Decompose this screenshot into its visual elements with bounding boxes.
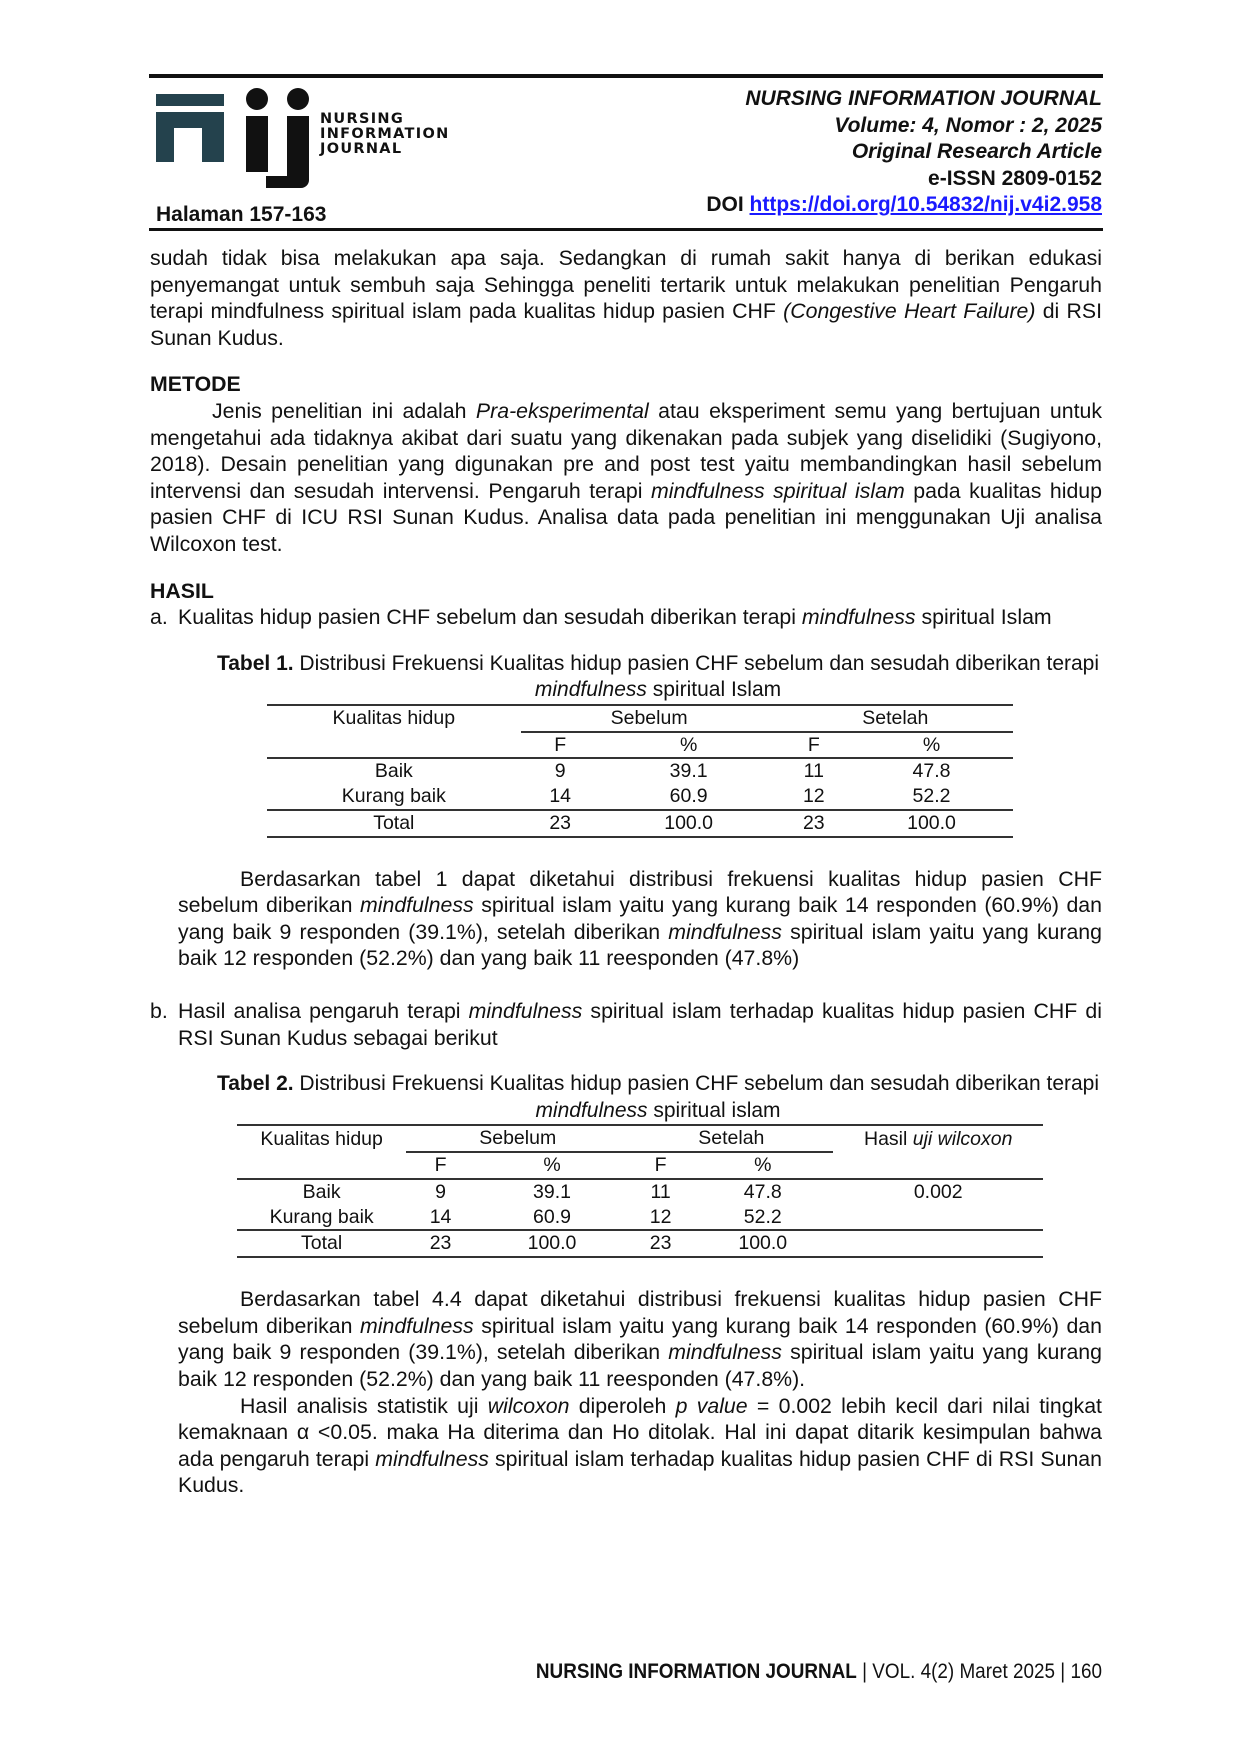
journal-name: NURSING INFORMATION JOURNAL — [745, 87, 1102, 110]
header-bottom-rule — [149, 228, 1103, 231]
article-body — [150, 245, 1102, 1499]
table-1: Kualitas hidup Sebelum Setelah F % F % Baik 9 39.1 11 47.8 Kurang baik 14 60.9 12 52.2 Total 23 100.0 23 100.0 — [267, 704, 1013, 838]
doi-label: DOI — [706, 193, 744, 216]
page-range: Halaman 157-163 — [156, 203, 327, 226]
table-row: Baik 9 39.1 11 47.8 — [374, 760, 951, 783]
table1-caption: Tabel 1. Distribusi Frekuensi Kualitas hidup pasien CHF sebelum dan sesudah diberikan terapi mindfulness spiritual Islam — [216, 651, 1100, 702]
statistics-paragraph: Hasil analisis statistik uji wilcoxon diperoleh p value = 0.002 lebih kecil dari nilai tingkat kemaknaan α <0.05. maka Ha diterima dan Ho ditolak. Hal ini dapat ditarik kesimpulan bahwa ada pengaruh terapi mindfulness spiritual islam terhadap kualitas hidup pasien CHF di RSI Sunan Kudus. — [178, 1393, 1102, 1498]
journal-info — [706, 86, 1102, 219]
table1-description: Berdasarkan tabel 1 dapat diketahui distribusi frekuensi kualitas hidup pasien CHF sebelum diberikan mindfulness spiritual islam yaitu yang kurang baik 14 responden (60.9%) dan yang baik 9 responden (39.1%), setelah diberikan mindfulness spiritual islam yaitu yang kurang baik 12 responden (52.2%) dan yang baik 11 reesponden (47.8%) — [178, 866, 1102, 971]
table2-description: Berdasarkan tabel 4.4 dapat diketahui distribusi frekuensi kualitas hidup pasien CHF sebelum diberikan mindfulness spiritual islam yaitu yang kurang baik 14 responden (60.9%) dan yang baik 9 responden (39.1%), setelah diberikan mindfulness spiritual islam yaitu yang kurang baik 12 responden (52.2%) dan yang baik 11 reesponden (47.8%). — [178, 1287, 1102, 1392]
section-heading-hasil: HASIL — [150, 578, 214, 603]
list-item-a: a. Kualitas hidup pasien CHF sebelum dan sesudah diberikan terapi mindfulness spiritual Islam — [150, 605, 1052, 630]
metode-paragraph: Jenis penelitian ini adalah Pra-eksperimental atau eksperiment semu yang bertujuan untuk mengetahui ada tidaknya akibat dari suatu yang dikenakan pada subjek yang diselidiki (Sugiyono, 2018). Desain penelitian yang digunakan pre and post test yaitu membandingkan hasil sebelum intervensi dan sesudah intervensi. Pengaruh terapi mindfulness spiritual islam pada kualitas hidup pasien CHF di ICU RSI Sunan Kudus. Analisa data pada penelitian ini menggunakan Uji analisa Wilcoxon test. — [150, 398, 1102, 556]
table-row: Kurang baik 14 60.9 12 52.2 — [237, 1205, 1043, 1231]
volume: Volume: 4, Nomor : 2, 2025 — [834, 113, 1102, 137]
table-row: Total 23 100.0 23 100.0 — [237, 1230, 1043, 1257]
article-type: Original Research Article — [851, 140, 1102, 163]
table2-caption: Tabel 2. Distribusi Frekuensi Kualitas hidup pasien CHF sebelum dan sesudah diberikan terapi mindfulness spiritual islam — [216, 1072, 1100, 1122]
journal-logo — [156, 88, 486, 194]
eissn: e-ISSN 2809-0152 — [928, 166, 1102, 190]
table-row: Baik 9 39.1 11 47.8 0.002 — [302, 1180, 963, 1203]
doi-link[interactable]: https://doi.org/10.54832/nij.v4i2.958 — [749, 193, 1102, 216]
table-row: Total 23 100.0 23 100.0 — [267, 810, 1013, 837]
list-item-b: b. Hasil analisa pengaruh terapi mindfulness spiritual islam terhadap kualitas hidup pasien CHF di RSI Sunan Kudus sebagai berikut — [150, 999, 1102, 1050]
table-2: Kualitas hidup Sebelum Setelah Hasil uji wilcoxon F % F % Baik 9 39.1 11 47.8 0.002 Kurang baik 14 60.9 12 52.2 Total 23 100.0 23 100.0 — [237, 1124, 1043, 1258]
page-footer: NURSING INFORMATION JOURNAL | VOL. 4(2) Maret 2025 | 160 — [535, 1660, 1102, 1683]
header-top-rule — [149, 74, 1103, 78]
table-row: Kurang baik 14 60.9 12 52.2 — [267, 784, 1013, 810]
intro-paragraph: sudah tidak bisa melakukan apa saja. Sedangkan di rumah sakit hanya di berikan edukasi penyemangat untuk sembuh saja Sehingga peneliti tertarik untuk melakukan penelitian Pengaruh terapi mindfulness spiritual islam pada kualitas hidup pasien CHF (Congestive Heart Failure) di RSI Sunan Kudus. — [150, 246, 1102, 350]
section-heading-metode: METODE — [150, 372, 241, 397]
logo-text: NURSING INFORMATION JOURNAL — [320, 111, 450, 157]
